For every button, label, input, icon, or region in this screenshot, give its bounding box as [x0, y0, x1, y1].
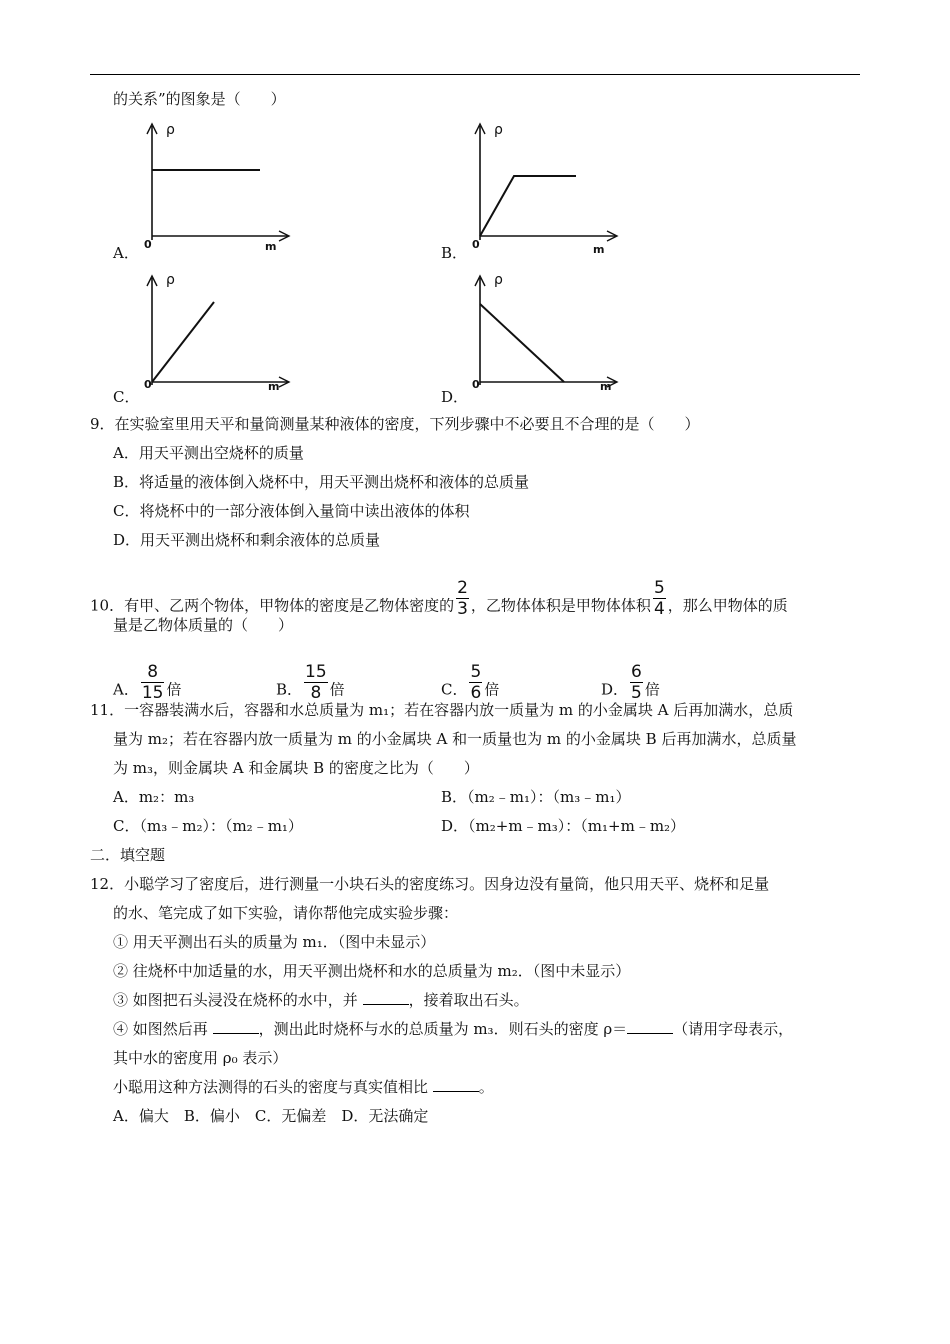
q8-a-y-axis-label: ρ — [166, 122, 175, 138]
q10-stem-part-b: ，乙物体体积是甲物体体积 — [470, 596, 651, 615]
q8-c-x-axis-label: m — [268, 380, 280, 393]
q8-b-y-axis-label: ρ — [494, 122, 503, 138]
q9-option-c: C．将烧杯中的一部分液体倒入量筒中读出液体的体积 — [113, 502, 470, 520]
q10-option-d: D． $\frac{6}{5}$ 倍 — [601, 662, 660, 703]
section-heading-fill-in: 二．填空题 — [90, 846, 166, 864]
q10-stem-part-a: 10．有甲、乙两个物体，甲物体的密度是乙物体密度的 — [90, 596, 455, 615]
q12-step3: ③ 如图把石头浸没在烧杯的水中，并 ，接着取出石头。 — [113, 991, 529, 1009]
q12-blank-density[interactable] — [627, 1019, 673, 1034]
q10-option-b: B． $\frac{15}{8}$ 倍 — [276, 662, 345, 703]
q8-d-origin: 0 — [472, 378, 480, 391]
q8-c-origin: 0 — [144, 378, 152, 391]
q11-option-a: A．m₂：m₃ — [113, 788, 195, 806]
q8-option-c-label: C． — [113, 388, 140, 406]
q11-stem-line1: 11．一容器装满水后，容器和水总质量为 m₁；若在容器内放一质量为 m 的小金属块 A 后再加满水，总质 — [90, 701, 794, 719]
q12-step4: ④ 如图然后再 ，测出此时烧杯与水的总质量为 m₃．则石头的密度 ρ＝ （请用字母表示， — [113, 1020, 794, 1038]
q8-a-x-axis-label: m — [265, 240, 277, 253]
q8-graph-a — [140, 118, 295, 258]
q11-option-b: B．（m₂﹣m₁）：（m₃﹣m₁） — [441, 788, 631, 806]
q10-option-a: A． $\frac{8}{15}$ 倍 — [113, 662, 182, 703]
q12-step4-line2: 其中水的密度用 ρ₀ 表示） — [113, 1049, 288, 1067]
header-rule — [90, 74, 860, 75]
q8-a-origin: 0 — [144, 238, 152, 251]
q10-stem-line2: 量是乙物体质量的（ ） — [113, 616, 294, 634]
q12-blank-step3[interactable] — [363, 990, 409, 1005]
q8-b-x-axis-label: m — [593, 243, 605, 256]
q8-stem-tail: 的关系”的图象是（ ） — [113, 90, 286, 108]
q10-option-b-fraction: $\frac{15}{8}$ — [305, 662, 327, 703]
q12-blank-compare[interactable] — [433, 1077, 479, 1092]
q10-option-c-fraction: $\frac{5}{6}$ — [470, 662, 482, 703]
q8-c-y-axis-label: ρ — [166, 272, 175, 288]
q10-option-d-fraction: $\frac{6}{5}$ — [631, 662, 642, 703]
q10-option-c: C． $\frac{5}{6}$ 倍 — [441, 662, 500, 703]
q12-stem-line2: 的水、笔完成了如下实验，请你帮他完成实验步骤： — [113, 904, 459, 922]
q10-stem-part-c: ，那么甲物体的质 — [667, 596, 788, 615]
q9-option-b: B．将适量的液体倒入烧杯中，用天平测出烧杯和液体的总质量 — [113, 473, 530, 491]
q12-compare: 小聪用这种方法测得的石头的密度与真实值相比 。 — [113, 1078, 494, 1096]
q12-step2: ② 往烧杯中加适量的水，用天平测出烧杯和水的总质量为 m₂．（图中未显示） — [113, 962, 631, 980]
q8-option-a-label: A． — [113, 244, 139, 262]
q8-option-d-label: D． — [441, 388, 469, 406]
q8-d-x-axis-label: m — [600, 380, 612, 393]
q8-d-y-axis-label: ρ — [494, 272, 503, 288]
q10-fraction-density: $\frac{2}{3}$ — [457, 578, 468, 619]
q8-option-b-label: B． — [441, 244, 468, 262]
q10-fraction-volume: $\frac{5}{4}$ — [653, 578, 665, 619]
q9-stem: 9．在实验室里用天平和量筒测量某种液体的密度，下列步骤中不必要且不合理的是（ ） — [90, 415, 700, 433]
q8-graph-b — [468, 118, 623, 258]
q9-option-a: A．用天平测出空烧杯的质量 — [113, 444, 304, 462]
q12-stem-line1: 12．小聪学习了密度后，进行测量一小块石头的密度练习。因身边没有量筒，他只用天平、烧杯和足量 — [90, 875, 770, 893]
q12-step1: ① 用天平测出石头的质量为 m₁．（图中未显示） — [113, 933, 436, 951]
q11-stem-line3: 为 m₃，则金属块 A 和金属块 B 的密度之比为（ ） — [113, 759, 479, 777]
q11-stem-line2: 量为 m₂；若在容器内放一质量为 m 的小金属块 A 和一质量也为 m 的小金属块 B 后再加满水，总质量 — [113, 730, 797, 748]
q12-blank-step4[interactable] — [213, 1019, 259, 1034]
q11-option-d: D．（m₂+m﹣m₃）：（m₁+m﹣m₂） — [441, 817, 686, 835]
q9-option-d: D．用天平测出烧杯和剩余液体的总质量 — [113, 531, 381, 549]
q12-choices: A．偏大 B．偏小 C．无偏差 D．无法确定 — [113, 1107, 429, 1125]
q8-b-origin: 0 — [472, 238, 480, 251]
q10-option-a-fraction: $\frac{8}{15}$ — [141, 662, 164, 703]
q11-option-c: C．（m₃﹣m₂）：（m₂﹣m₁） — [113, 817, 303, 835]
